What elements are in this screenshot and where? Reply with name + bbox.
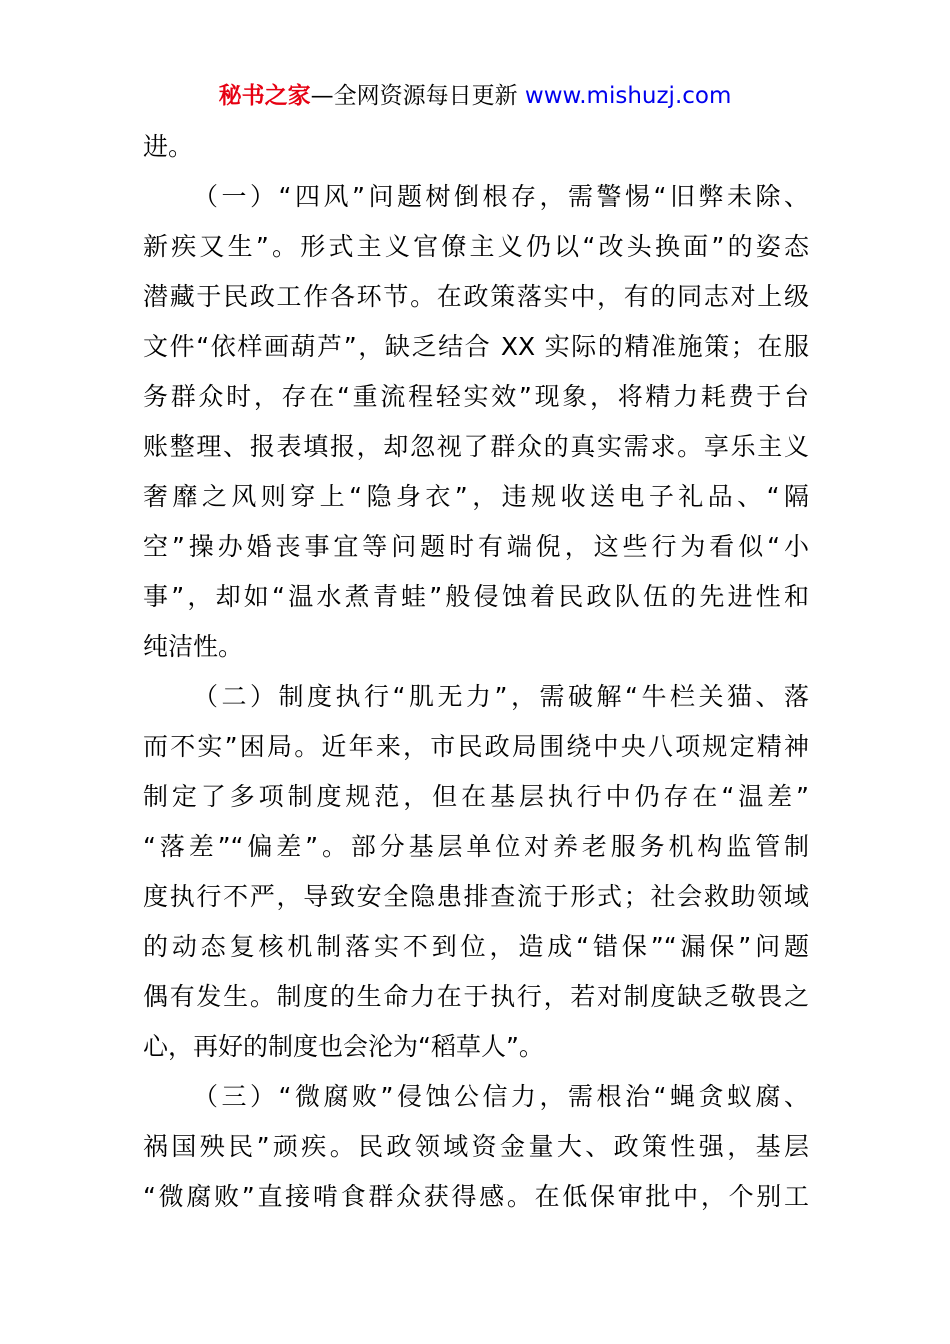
brand-name: 秘书之家: [218, 83, 311, 109]
text-line: 文件“依样画葫芦”，缺乏结合 XX 实际的精准施策；在服: [143, 332, 809, 361]
paragraph-heading-3: （三）“微腐败”侵蚀公信力，需根治“蝇贪蚁腐、: [193, 1082, 809, 1111]
text-line: 的动态复核机制落实不到位，造成“错保”“漏保”问题: [143, 932, 809, 961]
text-line: 度执行不严，导致安全隐患排查流于形式；社会救助领域: [143, 882, 809, 911]
text-line: 进。: [143, 132, 194, 161]
document-body: [143, 124, 809, 1224]
site-url-link[interactable]: www.mishuzj.com: [524, 83, 732, 109]
text-line: 心，再好的制度也会沦为“稻草人”。: [143, 1032, 544, 1061]
header-tagline: —全网资源每日更新: [310, 83, 525, 109]
text-line: 空”操办婚丧事宜等问题时有端倪，这些行为看似“小: [143, 532, 809, 561]
text-line: 制定了多项制度规范，但在基层执行中仍存在“温差”: [143, 782, 809, 811]
paragraph-heading-1: （一）“四风”问题树倒根存，需警惕“旧弊未除、: [193, 182, 809, 211]
text-line: 奢靡之风则穿上“隐身衣”，违规收送电子礼品、“隔: [143, 482, 809, 511]
text-line: 偶有发生。制度的生命力在于执行，若对制度缺乏敬畏之: [143, 982, 809, 1011]
text-line: “微腐败”直接啃食群众获得感。在低保审批中，个别工: [143, 1182, 809, 1211]
text-line: 新疾又生”。形式主义官僚主义仍以“改头换面”的姿态: [143, 232, 809, 261]
text-line: 潜藏于民政工作各环节。在政策落实中，有的同志对上级: [143, 282, 809, 311]
text-line: 账整理、报表填报，却忽视了群众的真实需求。享乐主义: [143, 432, 809, 461]
text-line: “落差”“偏差”。部分基层单位对养老服务机构监管制: [143, 832, 809, 861]
page-header: [0, 80, 950, 112]
text-line: 事”，却如“温水煮青蛙”般侵蚀着民政队伍的先进性和: [143, 582, 809, 611]
text-line: 祸国殃民”顽疾。民政领域资金量大、政策性强，基层: [143, 1132, 809, 1161]
text-line: 务群众时，存在“重流程轻实效”现象，将精力耗费于台: [143, 382, 809, 411]
text-line: 而不实”困局。近年来，市民政局围绕中央八项规定精神: [143, 732, 809, 761]
text-line: 纯洁性。: [143, 632, 244, 661]
paragraph-heading-2: （二）制度执行“肌无力”，需破解“牛栏关猫、落: [193, 682, 809, 711]
